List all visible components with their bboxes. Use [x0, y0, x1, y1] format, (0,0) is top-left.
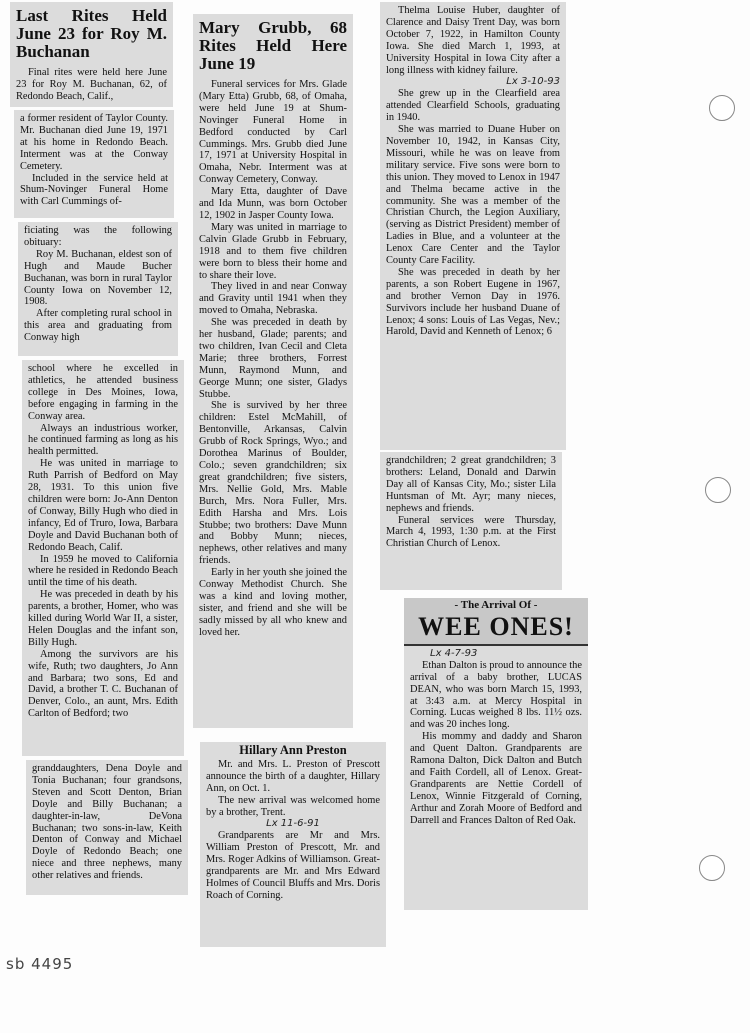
buchanan-paragraph: granddaughters, Dena Doyle and Tonia Buchanan; four grandsons, Steven and Scott Denton, Brian Doyle and Billy Buchanan; a daughter-in-law, DeVona Buchanan; two sons-in-law, Keith Denton of Conway and Michael Doyle of Redondo Beach; one niece and three nephews, many other relatives and friends.: [32, 763, 182, 882]
buchanan-paragraph: school where he excelled in athletics, he attended business college in Des Moines, Iowa, before engaging in farming in the Conway area.: [28, 363, 178, 422]
binder-hole: [699, 855, 725, 881]
handwritten-note: Lx 3-10-93: [506, 76, 560, 88]
preston-clipping: [200, 742, 386, 947]
wee-ones-paragraph: His mommy and daddy and Sharon and Quent Dalton. Grandparents are Ramona Dalton, Dick Dalton and Butch and Faith Cordell, all of Lenox. Great-Grandparents are Nettie Cordell of Lenox, Winnie Fitzgerald of Corning, Arthur and Zorah Moore of Bedford and Darrell and Frances Dalton of Red Oak.: [410, 731, 582, 826]
wee-ones-banner: [404, 598, 588, 646]
buchanan-paragraph: a former resident of Taylor County. Mr. Buchanan died June 19, 1971 at his home in Redondo Beach. Interment was at the Conway Cemetery.: [20, 113, 168, 172]
buchanan-headline: Last Rites Held June 23 for Roy M. Buchanan: [16, 6, 167, 61]
grubb-clipping: [193, 14, 353, 728]
grubb-paragraph: Funeral services for Mrs. Glade (Mary Etta) Grubb, 68, of Omaha, were held June 19 at Shum-Novinger Funeral Home in Bedford conducted by Carl Cummings. Mrs. Grubb died June 17, 1971 at University Hospital in Omaha, Nebr. Interment was at Conway Cemetery, Conway.: [199, 79, 347, 186]
wee-ones-clipping: [404, 598, 588, 910]
grubb-paragraph: Mary Etta, daughter of Dave and Ida Munn, was born October 12, 1902 in Jasper County Iowa.: [199, 186, 347, 221]
huber-paragraph: She grew up in the Clearfield area attended Clearfield Schools, graduating in 1940.: [386, 88, 560, 124]
buchanan-clipping-top: [10, 2, 173, 107]
buchanan-paragraph: ficiating was the following obituary:: [24, 225, 172, 248]
handwritten-note: Lx 4-7-93: [430, 647, 478, 659]
buchanan-paragraph: He was united in marriage to Ruth Parrish of Bedford on May 28, 1931. To this union five children were born: Jo-Ann Denton of Conway, Billy Hugh who died in infancy, Ed of Truro, Iowa, Barbara Doyle and David Buchanan both of Redondo Beach, Calif.: [28, 458, 178, 553]
huber-paragraph: grandchildren; 2 great grandchildren; 3 brothers: Leland, Donald and Darwin Day all of Kansas City, Mo.; sister Lila Huntsman of Mt. Ayr; many nieces, nephews and friends.: [386, 455, 556, 514]
huber-paragraph: Thelma Louise Huber, daughter of Clarence and Daisy Trent Day, was born October 7, 1922, in Hamilton County Iowa. She died March 1, 1993, at University Hospital in Iowa City after a long illness with kidney failure.: [386, 5, 560, 76]
preston-paragraph: Mr. and Mrs. L. Preston of Prescott announce the birth of a daughter, Hillary Ann, on Oct. 1.: [206, 758, 380, 794]
preston-paragraph: The new arrival was welcomed home by a brother, Trent.: [206, 794, 380, 818]
wee-ones-body: [404, 646, 588, 829]
preston-headline: Hillary Ann Preston: [239, 743, 347, 757]
grubb-paragraph: Early in her youth she joined the Conway Methodist Church. She was a kind and loving mother, sister, and friend and she will be sadly missed by all who knew and loved her.: [199, 567, 347, 638]
huber-paragraph: She was married to Duane Huber on November 10, 1942, in Kansas City, Missouri, while he was on leave from military service. Five sons were born to this union. They moved to Lenox in 1947 and Thelma became active in the community. She was a member of the Christian Church, the Legion Auxiliary, (serving as District President) member of Ladies in Blue, and a volunteer at the Lenox Care Center and the Taylor County Care Facility.: [386, 124, 560, 267]
grubb-headline: Mary Grubb, 68 Rites Held Here June 19: [199, 18, 347, 73]
buchanan-clipping-4: [22, 360, 184, 756]
buchanan-paragraph: Included in the service held at Shum-Novinger Funeral Home with Carl Cummings of-: [20, 172, 168, 208]
buchanan-paragraph: Roy M. Buchanan, eldest son of Hugh and Maude Bucher Buchanan, was born in rural Taylor County Iowa on November 12, 1908.: [24, 248, 172, 308]
buchanan-paragraph: After completing rural school in this area and graduating from Conway high: [24, 308, 172, 344]
buchanan-paragraph: Among the survivors are his wife, Ruth; two daughters, Jo Ann and Barbara; two sons, Ed and David, a brother T. C. Buchanan of Denver, Colo., an aunt, Mrs. Edith Carlton of Bedford; two: [28, 648, 178, 720]
grubb-paragraph: She was preceded in death by her husband, Glade; parents; and two children, Ivan Cecil and Cleta Marie; three brothers, Forrest Munn, Raymond Munn, and George Munn; one sister, Gladys Stubbe.: [199, 317, 347, 400]
buchanan-paragraph: In 1959 he moved to California where he resided in Redondo Beach until the time of his death.: [28, 553, 178, 589]
grubb-paragraph: She is survived by her three children: Estel McMahill, of Bentonville, Arkansas, Calvin Grubb of Rock Springs, Wyo.; and Dorothea Marinus of Boulder, Colo.; seven grandchildren; six great grandchildren; five sisters, Mrs. Nellie Gold, Mrs. Mable Burch, Mrs. Nora Fuller, Mrs. Edith Harsha and Mrs. Lois Stubbe; two brothers: Dave Munn and Bobby Munn; nieces, nephews, other relatives and many friends.: [199, 400, 347, 567]
buchanan-clipping-3: [18, 222, 178, 356]
wee-ones-kicker: - The Arrival Of -: [454, 599, 538, 611]
huber-clipping-top: [380, 2, 566, 450]
huber-paragraph: She was preceded in death by her parents, a son Robert Eugene in 1967, and brother Vernon Day in 1976. Survivors include her husband Duane of Lenox; 4 sons: Louis of Las Vegas, Nev.; Harold, David and Kenneth of Lenox; 6: [386, 266, 560, 338]
buchanan-clipping-2: [14, 110, 174, 218]
wee-ones-title: WEE ONES!: [418, 611, 574, 641]
buchanan-paragraph: Always an industrious worker, he continued farming as long as his health permitted.: [28, 422, 178, 458]
grubb-paragraph: They lived in and near Conway and Gravity until 1941 when they moved to Omaha, Nebraska.: [199, 281, 347, 317]
huber-paragraph: Funeral services were Thursday, March 4, 1993, 1:30 p.m. at the First Christian Church of Lenox.: [386, 514, 556, 550]
buchanan-paragraph: He was preceded in death by his parents, a brother, Homer, who was killed during World War II, a sister, Helen Douglas and the infant son, Billy Hugh.: [28, 589, 178, 648]
huber-clipping-bottom: [380, 452, 562, 590]
grubb-paragraph: Mary was united in marriage to Calvin Glade Grubb in February, 1918 and to them five children were born to bless their home and to share their love.: [199, 221, 347, 281]
handwritten-note: Lx 11-6-91: [266, 818, 320, 830]
preston-paragraph: Grandparents are Mr and Mrs. William Preston of Prescott, Mr. and Mrs. Roger Adkins of Williamson. Great-grandparents are Mr. and Mrs Edward Holmes of Council Bluffs and Mrs. Doris Roach of Corning.: [206, 830, 380, 901]
buchanan-paragraph: Final rites were held here June 23 for Roy M. Buchanan, 62, of Redondo Beach, Calif.,: [16, 67, 167, 102]
binder-hole: [705, 477, 731, 503]
margin-note: sb 4495: [6, 955, 74, 973]
binder-hole: [709, 95, 735, 121]
wee-ones-paragraph: Ethan Dalton is proud to announce the arrival of a baby brother, LUCAS DEAN, who was born March 15, 1993, at 3:43 a.m. at Mercy Hospital in Corning. Lucas weighed 8 lbs. 11½ ozs. and was 20 inches long.: [410, 659, 582, 731]
buchanan-clipping-5: [26, 760, 188, 895]
